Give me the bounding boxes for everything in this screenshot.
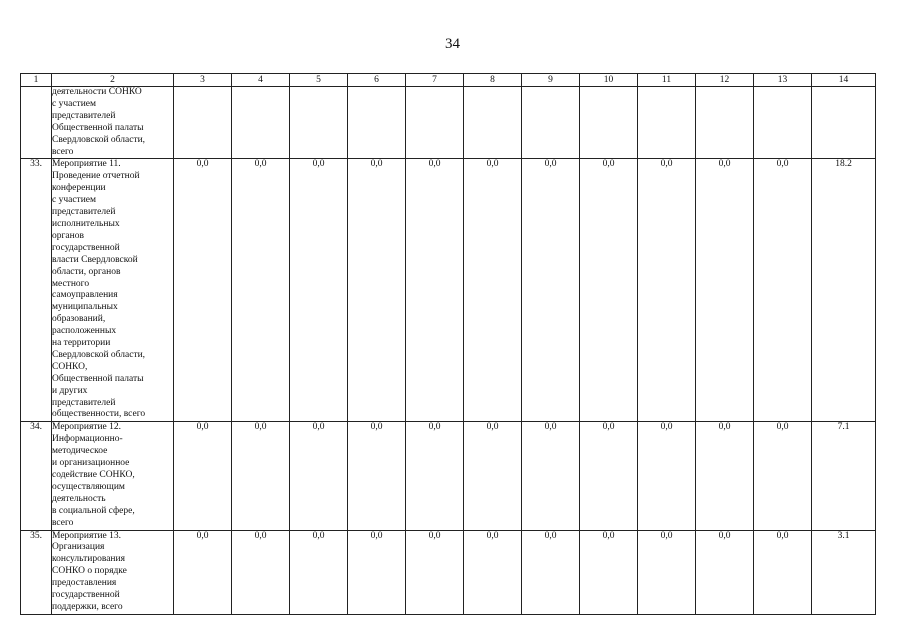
header-cell: 14 xyxy=(812,74,876,87)
row-value xyxy=(348,87,406,159)
header-cell: 11 xyxy=(638,74,696,87)
row-value: 0,0 xyxy=(406,159,464,422)
row-value: 0,0 xyxy=(638,530,696,614)
row-value: 0,0 xyxy=(348,159,406,422)
header-cell: 8 xyxy=(464,74,522,87)
row-value: 0,0 xyxy=(638,159,696,422)
row-value: 0,0 xyxy=(174,159,232,422)
table-row xyxy=(21,87,876,159)
row-value: 0,0 xyxy=(754,159,812,422)
row-value: 0,0 xyxy=(348,422,406,530)
row-value: 0,0 xyxy=(464,422,522,530)
row-total: 18.2 xyxy=(812,159,876,422)
row-value xyxy=(290,87,348,159)
row-number: 34. xyxy=(21,422,52,530)
header-cell: 7 xyxy=(406,74,464,87)
header-cell: 5 xyxy=(290,74,348,87)
row-value xyxy=(754,87,812,159)
header-cell: 2 xyxy=(52,74,174,87)
row-value: 0,0 xyxy=(406,422,464,530)
row-value: 0,0 xyxy=(348,530,406,614)
header-cell: 6 xyxy=(348,74,406,87)
row-number: 33. xyxy=(21,159,52,422)
row-value: 0,0 xyxy=(290,159,348,422)
row-value xyxy=(580,87,638,159)
row-value: 0,0 xyxy=(174,422,232,530)
row-value: 0,0 xyxy=(580,159,638,422)
row-value: 0,0 xyxy=(290,422,348,530)
row-value xyxy=(406,87,464,159)
page-number: 34 xyxy=(445,36,460,52)
table-row xyxy=(21,530,876,614)
row-value: 0,0 xyxy=(522,159,580,422)
header-cell: 3 xyxy=(174,74,232,87)
row-value: 0,0 xyxy=(406,530,464,614)
row-value: 0,0 xyxy=(522,530,580,614)
header-cell: 13 xyxy=(754,74,812,87)
table-header-row xyxy=(21,74,876,87)
row-value: 0,0 xyxy=(174,530,232,614)
row-value: 0,0 xyxy=(696,530,754,614)
header-cell: 12 xyxy=(696,74,754,87)
row-value: 0,0 xyxy=(290,530,348,614)
row-number xyxy=(21,87,52,159)
header-cell: 10 xyxy=(580,74,638,87)
header-cell: 1 xyxy=(21,74,52,87)
row-total xyxy=(812,87,876,159)
row-number: 35. xyxy=(21,530,52,614)
row-description: Мероприятие 11. Проведение отчетной конференции с участием представителей исполнительных органов государственной власти Свердловской области, органов местного самоуправления муниципальных образований, расположенных на территории Свердловской области, СОНКО, Общественной палаты и других представителей общественности, всего xyxy=(52,159,174,422)
row-value: 0,0 xyxy=(464,530,522,614)
row-value: 0,0 xyxy=(464,159,522,422)
row-value: 0,0 xyxy=(638,422,696,530)
row-value: 0,0 xyxy=(232,530,290,614)
row-value: 0,0 xyxy=(232,422,290,530)
row-value xyxy=(696,87,754,159)
row-value: 0,0 xyxy=(696,422,754,530)
header-cell: 9 xyxy=(522,74,580,87)
row-total: 7.1 xyxy=(812,422,876,530)
row-value: 0,0 xyxy=(754,530,812,614)
row-value: 0,0 xyxy=(754,422,812,530)
row-total: 3.1 xyxy=(812,530,876,614)
header-cell: 4 xyxy=(232,74,290,87)
row-value: 0,0 xyxy=(580,422,638,530)
budget-table xyxy=(20,73,876,615)
row-value: 0,0 xyxy=(580,530,638,614)
row-value xyxy=(522,87,580,159)
row-description: Мероприятие 13. Организация консультирования СОНКО о порядке предоставления государственной поддержки, всего xyxy=(52,530,174,614)
row-value xyxy=(232,87,290,159)
row-value xyxy=(638,87,696,159)
row-value: 0,0 xyxy=(522,422,580,530)
table-row xyxy=(21,422,876,530)
row-description: Мероприятие 12. Информационно- методическое и организационное содействие СОНКО, осуществляющим деятельность в социальной сфере, всего xyxy=(52,422,174,530)
row-description: деятельности СОНКО с участием представителей Общественной палаты Свердловской области, всего xyxy=(52,87,174,159)
row-value: 0,0 xyxy=(696,159,754,422)
row-value: 0,0 xyxy=(232,159,290,422)
row-value xyxy=(174,87,232,159)
row-value xyxy=(464,87,522,159)
table-row xyxy=(21,159,876,422)
